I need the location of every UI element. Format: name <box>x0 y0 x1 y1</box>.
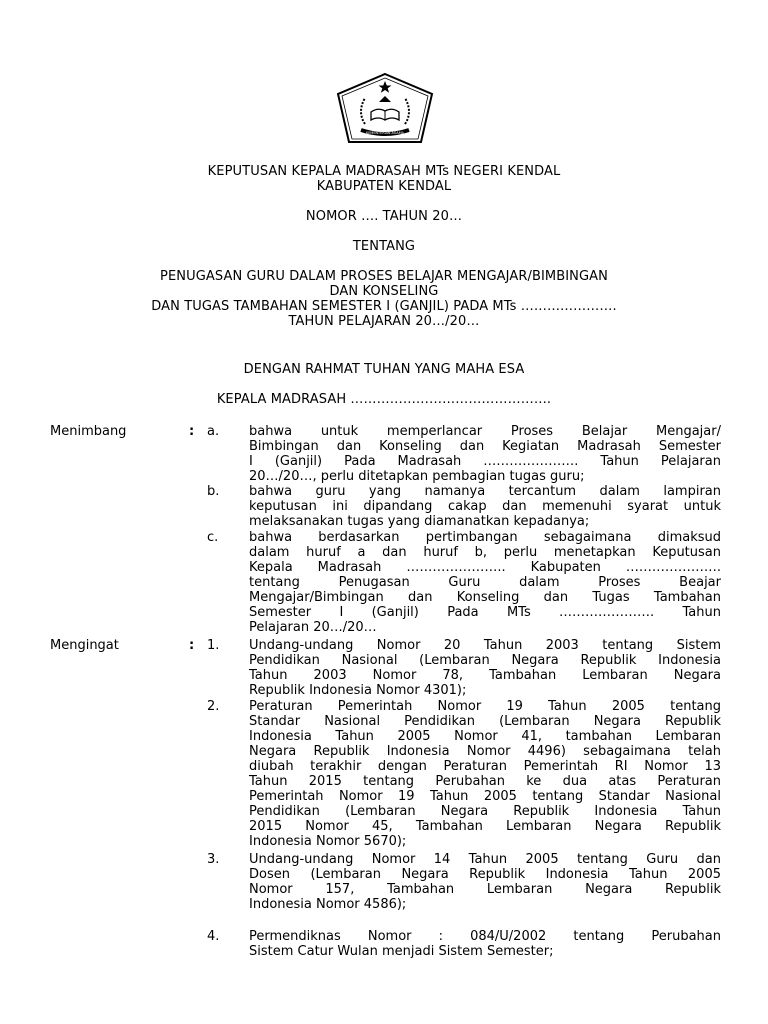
text-line: Tahun 2015 tentang Perubahan ke dua atas Peraturan <box>249 774 721 789</box>
kepala-madrasah-line: KEPALA MADRASAH ………………………………………. <box>216 392 552 407</box>
text-line: bahwa berdasarkan pertimbangan sebagaimana dimaksud <box>249 530 721 545</box>
text-line: diubah terakhir dengan Peraturan Pemerintah RI Nomor 13 <box>249 759 721 774</box>
title-line-2: KABUPATEN KENDAL <box>316 179 452 194</box>
kementerian-agama-logo <box>335 72 435 146</box>
item-marker: c. <box>207 530 219 545</box>
text-line: Nomor 157, Tambahan Lembaran Negara Republik <box>249 882 721 897</box>
text-line: Pemerintah Nomor 19 Tahun 2005 tentang Standar Nasional <box>249 789 721 804</box>
text-line: dalam huruf a dan huruf b, perlu menetapkan Keputusan <box>249 545 721 560</box>
text-line: I (Ganjil) Pada Madrasah …………………. Tahun Pelajaran <box>249 454 721 469</box>
item-text <box>249 424 721 484</box>
text-line: tentang Penugasan Guru dalam Proses Beajar <box>249 575 721 590</box>
item-text <box>249 638 721 698</box>
item-marker: 3. <box>207 852 220 867</box>
text-line: Sistem Catur Wulan menjadi Sistem Semester; <box>249 944 554 959</box>
text-line: Standar Nasional Pendidikan (Lembaran Negara Republik <box>249 714 721 729</box>
text-line: Pelajaran 20…/20… <box>249 620 377 635</box>
menimbang-colon: : <box>189 424 195 439</box>
text-line: Republik Indonesia Nomor 4301); <box>249 683 467 698</box>
text-line: Pendidikan (Lembaran Negara Republik Indonesia Tahun <box>249 804 721 819</box>
text-line: Peraturan Pemerintah Nomor 19 Tahun 2005 tentang <box>249 699 721 714</box>
decree-number: NOMOR …. TAHUN 20… <box>305 209 463 224</box>
text-line: Undang-undang Nomor 14 Tahun 2005 tentang Guru dan <box>249 852 721 867</box>
text-line: melaksanakan tugas yang diamanatkan kepadanya; <box>249 514 590 529</box>
text-line: bahwa guru yang namanya tercantum dalam lampiran <box>249 484 721 499</box>
subject-line-3: DAN TUGAS TAMBAHAN SEMESTER I (GANJIL) PADA MTs …………………. <box>151 299 617 314</box>
mengingat-colon: : <box>189 638 195 653</box>
item-marker: 2. <box>207 699 220 714</box>
item-marker: 1. <box>207 638 220 653</box>
item-text <box>249 852 721 912</box>
text-line: Bimbingan dan Konseling dan Kegiatan Madrasah Semester <box>249 439 721 454</box>
text-line: Indonesia Nomor 5670); <box>249 834 407 849</box>
text-line: Negara Republik Indonesia Nomor 4496) sebagaimana telah <box>249 744 721 759</box>
invocation-line: DENGAN RAHMAT TUHAN YANG MAHA ESA <box>243 362 525 377</box>
text-line: keputusan ini dipandang cakap dan memenuhi syarat untuk <box>249 499 721 514</box>
text-line: Indonesia Nomor 4586); <box>249 897 407 912</box>
text-line: bahwa untuk memperlancar Proses Belajar Mengajar/ <box>249 424 721 439</box>
subject-line-4: TAHUN PELAJARAN 20…/20… <box>288 314 480 329</box>
title-line-1: KEPUTUSAN KEPALA MADRASAH MTs NEGERI KENDAL <box>207 164 561 179</box>
text-line: Pendidikan Nasional (Lembaran Negara Republik Indonesia <box>249 653 721 668</box>
mengingat-label: Mengingat <box>50 638 119 653</box>
text-line: Kepala Madrasah ………………….. Kabupaten …………………. <box>249 560 721 575</box>
text-line: Semester I (Ganjil) Pada MTs …………………. Tahun <box>249 605 721 620</box>
text-line: 2015 Nomor 45, Tambahan Lembaran Negara Republik <box>249 819 721 834</box>
subject-line-1: PENUGASAN GURU DALAM PROSES BELAJAR MENGAJAR/BIMBINGAN <box>160 269 608 284</box>
text-line: Mengajar/Bimbingan dan Konseling dan Tugas Tambahan <box>249 590 721 605</box>
item-text <box>249 699 721 849</box>
item-marker: 4. <box>207 929 220 944</box>
tentang-heading: TENTANG <box>352 239 416 254</box>
menimbang-label: Menimbang <box>50 424 127 439</box>
item-text <box>249 484 721 529</box>
item-text <box>249 530 721 635</box>
subject-line-2: DAN KONSELING <box>329 284 439 299</box>
text-line: Indonesia Tahun 2005 Nomor 41, tambahan Lembaran <box>249 729 721 744</box>
item-marker: b. <box>207 484 220 499</box>
text-line: Dosen (Lembaran Negara Republik Indonesia Tahun 2005 <box>249 867 721 882</box>
text-line: Tahun 2003 Nomor 78, Tambahan Lembaran Negara <box>249 668 721 683</box>
text-line: Permendiknas Nomor : 084/U/2002 tentang Perubahan <box>249 929 721 944</box>
item-text <box>249 929 721 959</box>
text-line: Undang-undang Nomor 20 Tahun 2003 tentang Sistem <box>249 638 721 653</box>
item-marker: a. <box>207 424 220 439</box>
logo-ribbon-text: KEMENTERIAN AGAMA <box>366 131 404 135</box>
text-line: 20…/20…, perlu ditetapkan pembagian tugas guru; <box>249 469 585 484</box>
